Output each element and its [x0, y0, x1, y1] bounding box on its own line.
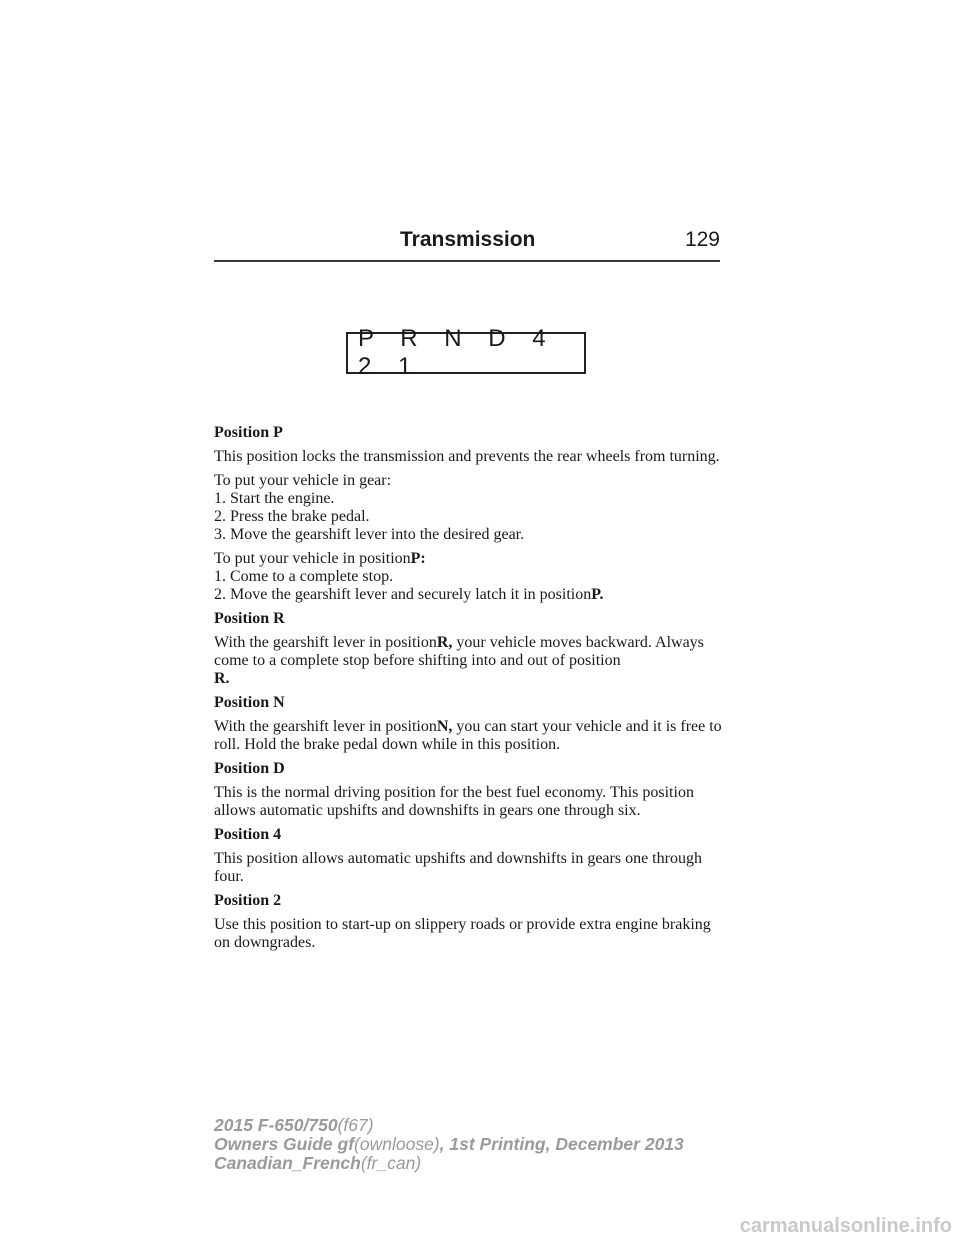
paragraph-r: [214, 634, 724, 688]
page-number: 129: [684, 228, 720, 251]
park-step-2-gear: P.: [591, 586, 604, 603]
footer-guide: Owners Guide gf: [214, 1134, 355, 1154]
gear-steps-intro: To put your vehicle in gear:: [214, 472, 392, 489]
footer-locale-code: (fr_can): [360, 1153, 422, 1173]
heading-position-2: Position 2: [214, 892, 282, 909]
footer-line-3: [214, 1154, 684, 1173]
footer-line-2: [214, 1135, 684, 1154]
park-steps: [214, 550, 724, 604]
paragraph-d: This is the normal driving position for the best fuel economy. This position allows automatic upshifts and downshifts in gears one through six.: [214, 784, 694, 819]
r-gear-b: R.: [214, 670, 230, 687]
footer-printing: , 1st Printing, December 2013: [439, 1134, 684, 1154]
paragraph-p-intro: This position locks the transmission and prevents the rear wheels from turning.: [214, 448, 720, 465]
park-intro-text: To put your vehicle in position: [214, 550, 411, 567]
heading-position-p: Position P: [214, 424, 283, 441]
park-step-2-text: 2. Move the gearshift lever and securely latch it in position: [214, 586, 592, 603]
gear-indicator-diagram: [346, 325, 586, 380]
paragraph-n: [214, 718, 724, 754]
gear-indicator-label: P R N D 4 2 1: [358, 325, 556, 380]
gear-steps: [214, 472, 724, 544]
r-text-a: With the gearshift lever in position: [214, 634, 437, 651]
park-intro-gear: P:: [410, 550, 426, 567]
n-gear-a: N,: [436, 718, 453, 735]
heading-position-d: Position D: [214, 760, 285, 777]
park-step-2: [214, 586, 724, 604]
footer-model-code: (f67): [337, 1115, 374, 1135]
paragraph-2: Use this position to start-up on slippery roads or provide extra engine braking on downgrades.: [214, 916, 711, 951]
document-body: [214, 424, 724, 958]
footer-model: 2015 F-650/750: [214, 1115, 338, 1135]
footer-locale: Canadian_French: [214, 1153, 361, 1173]
gear-step-2: 2. Press the brake pedal.: [214, 508, 370, 525]
r-text-b: your vehicle moves backward. Always come to a complete stop before shifting into and out of position: [214, 634, 704, 669]
park-steps-intro: [214, 550, 724, 568]
footer-line-1: [214, 1116, 684, 1135]
gear-step-3: 3. Move the gearshift lever into the desired gear.: [214, 526, 525, 543]
heading-position-n: Position N: [214, 694, 285, 711]
heading-position-r: Position R: [214, 610, 285, 627]
gear-step-1: 1. Start the engine.: [214, 490, 335, 507]
n-text-b: you can start your vehicle and it is free to roll. Hold the brake pedal down while in this position.: [214, 718, 722, 753]
park-step-1: 1. Come to a complete stop.: [214, 568, 394, 585]
footer-guide-code: (ownloose): [354, 1134, 440, 1154]
n-text-a: With the gearshift lever in position: [214, 718, 437, 735]
section-title: Transmission: [400, 228, 536, 251]
heading-position-4: Position 4: [214, 826, 282, 843]
page-header: [214, 228, 720, 262]
paragraph-4: This position allows automatic upshifts and downshifts in gears one through four.: [214, 850, 702, 885]
r-gear-a: R,: [436, 634, 453, 651]
print-footer: [214, 1116, 684, 1173]
watermark: carmanualsonline.info: [739, 1215, 952, 1237]
